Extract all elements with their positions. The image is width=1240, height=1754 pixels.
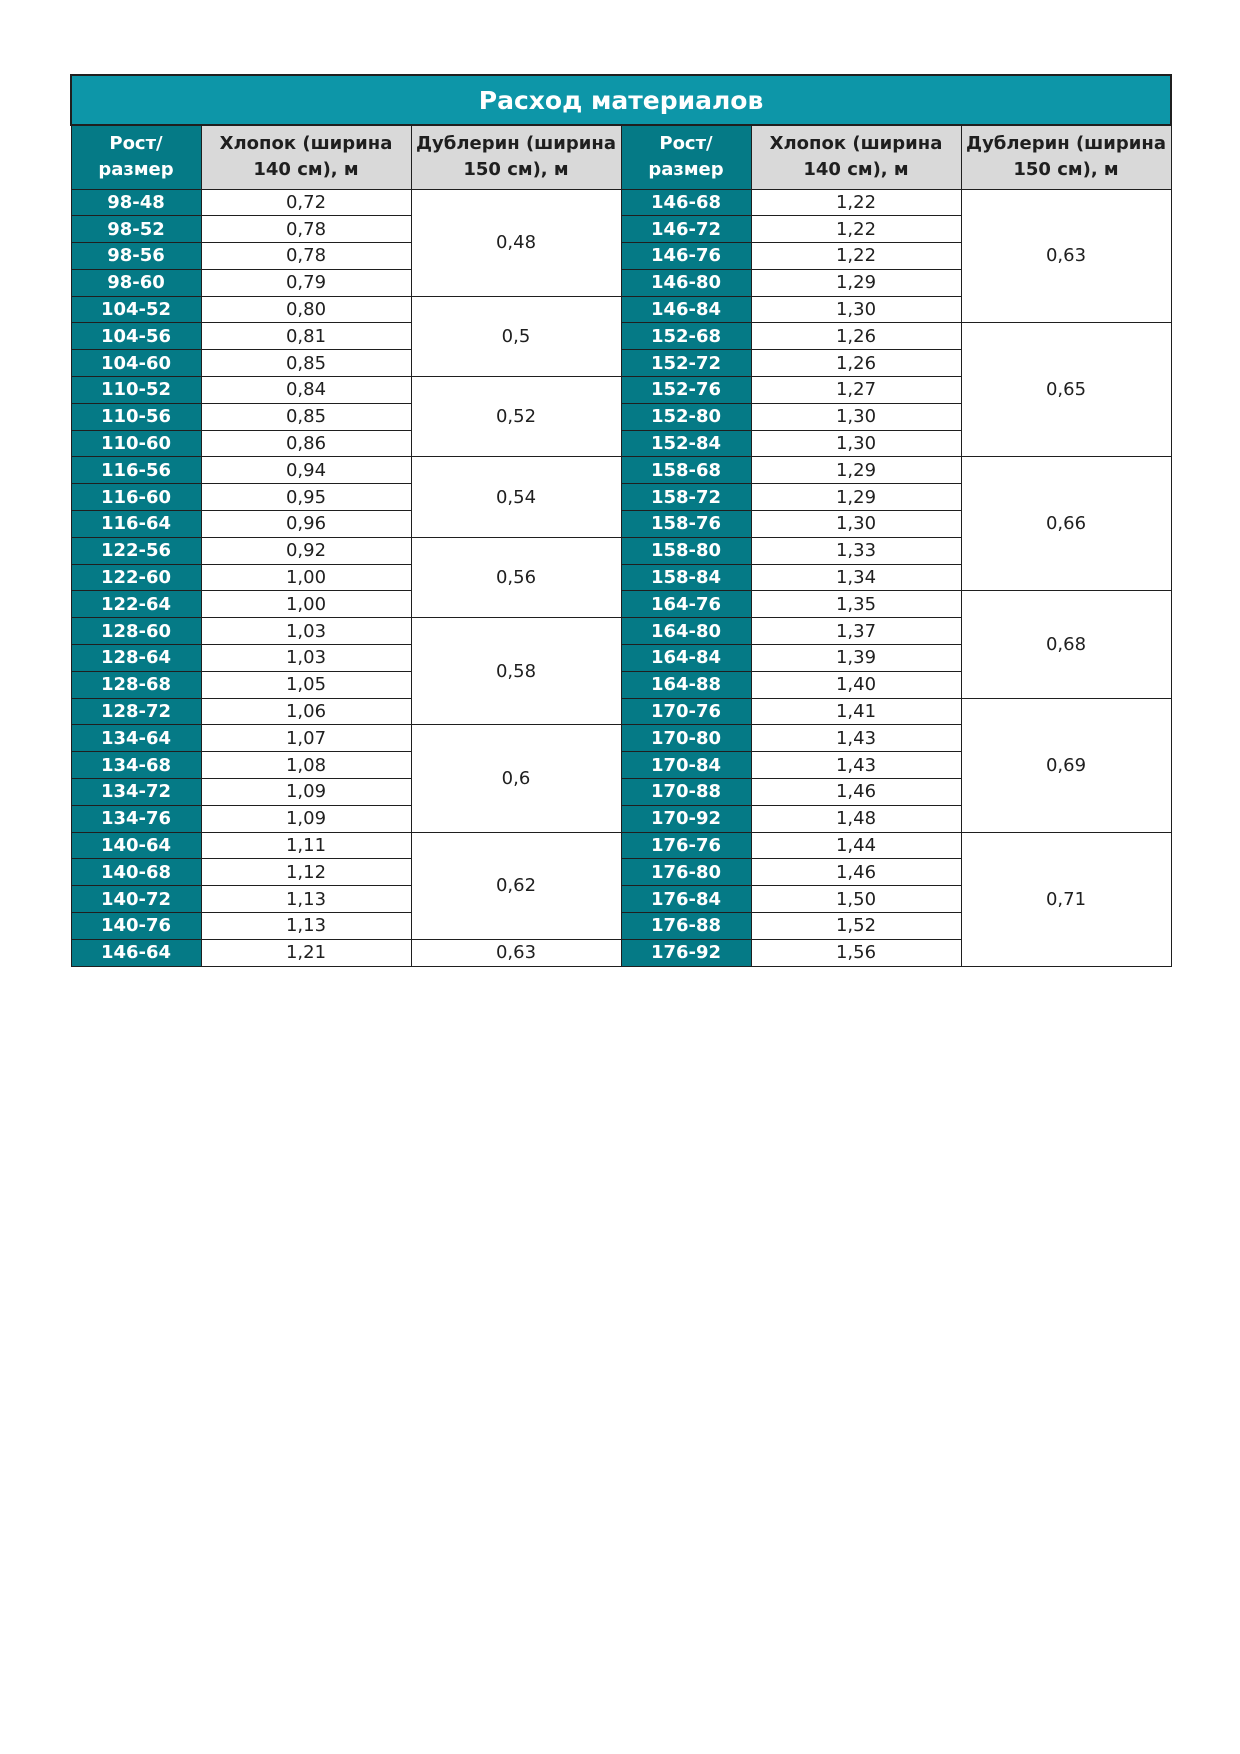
cotton-cell-right: 1,30 (751, 430, 961, 457)
size-cell-right: 176-76 (621, 832, 751, 859)
cotton-cell-left: 0,94 (201, 457, 411, 484)
header-dublerin-right-label: Дублерин (ширина 150 см), м (966, 133, 1166, 181)
size-cell-left: 140-76 (71, 913, 201, 940)
cotton-cell-right: 1,34 (751, 564, 961, 591)
cotton-cell-left: 0,85 (201, 350, 411, 377)
cotton-cell-right: 1,48 (751, 805, 961, 832)
header-size-left-label: Рост/ размер (98, 133, 174, 181)
header-cotton-right-label: Хлопок (ширина 140 см), м (769, 133, 943, 181)
header-size-right-label: Рост/ размер (648, 133, 724, 181)
cotton-cell-right: 1,22 (751, 189, 961, 216)
cotton-cell-right: 1,46 (751, 779, 961, 806)
header-cotton-left-label: Хлопок (ширина 140 см), м (219, 133, 393, 181)
size-cell-left: 116-60 (71, 484, 201, 511)
materials-table (70, 74, 1172, 967)
cotton-cell-right: 1,56 (751, 939, 961, 966)
cotton-cell-right: 1,44 (751, 832, 961, 859)
size-cell-right: 170-80 (621, 725, 751, 752)
cotton-cell-left: 0,84 (201, 377, 411, 404)
size-cell-right: 164-80 (621, 618, 751, 645)
size-cell-left: 98-56 (71, 243, 201, 270)
cotton-cell-right: 1,29 (751, 484, 961, 511)
cotton-cell-left: 1,11 (201, 832, 411, 859)
size-cell-right: 170-88 (621, 779, 751, 806)
size-cell-right: 146-76 (621, 243, 751, 270)
table-title: Расход материалов (71, 75, 1171, 125)
cotton-cell-left: 1,07 (201, 725, 411, 752)
size-cell-right: 152-68 (621, 323, 751, 350)
size-cell-right: 164-88 (621, 671, 751, 698)
size-cell-left: 122-64 (71, 591, 201, 618)
size-cell-left: 110-56 (71, 403, 201, 430)
cotton-cell-right: 1,30 (751, 296, 961, 323)
cotton-cell-right: 1,22 (751, 216, 961, 243)
cotton-cell-right: 1,30 (751, 511, 961, 538)
cotton-cell-left: 0,96 (201, 511, 411, 538)
cotton-cell-left: 0,78 (201, 216, 411, 243)
cotton-cell-right: 1,26 (751, 323, 961, 350)
size-cell-left: 134-64 (71, 725, 201, 752)
dublerin-cell-right: 0,66 (961, 457, 1171, 591)
materials-table-wrapper (70, 74, 1170, 967)
cotton-cell-left: 1,00 (201, 564, 411, 591)
size-cell-right: 152-72 (621, 350, 751, 377)
cotton-cell-left: 0,72 (201, 189, 411, 216)
cotton-cell-right: 1,41 (751, 698, 961, 725)
dublerin-cell-left: 0,63 (411, 939, 621, 966)
cotton-cell-left: 0,78 (201, 243, 411, 270)
size-cell-right: 146-68 (621, 189, 751, 216)
size-cell-right: 170-76 (621, 698, 751, 725)
cotton-cell-left: 0,81 (201, 323, 411, 350)
size-cell-right: 170-84 (621, 752, 751, 779)
cotton-cell-right: 1,33 (751, 537, 961, 564)
cotton-cell-left: 1,00 (201, 591, 411, 618)
dublerin-cell-right: 0,65 (961, 323, 1171, 457)
cotton-cell-right: 1,26 (751, 350, 961, 377)
size-cell-left: 116-56 (71, 457, 201, 484)
size-cell-right: 164-84 (621, 645, 751, 672)
dublerin-cell-left: 0,52 (411, 377, 621, 457)
cotton-cell-left: 1,21 (201, 939, 411, 966)
dublerin-cell-right: 0,68 (961, 591, 1171, 698)
size-cell-right: 146-80 (621, 269, 751, 296)
cotton-cell-right: 1,43 (751, 752, 961, 779)
size-cell-left: 128-60 (71, 618, 201, 645)
size-cell-right: 146-84 (621, 296, 751, 323)
table-row (71, 323, 1171, 350)
header-size-right (621, 125, 751, 189)
cotton-cell-left: 1,09 (201, 805, 411, 832)
cotton-cell-left: 0,79 (201, 269, 411, 296)
size-cell-right: 152-76 (621, 377, 751, 404)
cotton-cell-right: 1,29 (751, 269, 961, 296)
size-cell-right: 164-76 (621, 591, 751, 618)
cotton-cell-right: 1,52 (751, 913, 961, 940)
cotton-cell-right: 1,43 (751, 725, 961, 752)
header-cotton-left (201, 125, 411, 189)
cotton-cell-right: 1,27 (751, 377, 961, 404)
cotton-cell-left: 0,86 (201, 430, 411, 457)
cotton-cell-left: 1,09 (201, 779, 411, 806)
size-cell-right: 146-72 (621, 216, 751, 243)
size-cell-left: 134-68 (71, 752, 201, 779)
size-cell-right: 152-84 (621, 430, 751, 457)
dublerin-cell-left: 0,5 (411, 296, 621, 376)
header-size-left (71, 125, 201, 189)
size-cell-left: 146-64 (71, 939, 201, 966)
size-cell-left: 140-72 (71, 886, 201, 913)
cotton-cell-left: 1,03 (201, 618, 411, 645)
dublerin-cell-right: 0,63 (961, 189, 1171, 323)
cotton-cell-left: 0,92 (201, 537, 411, 564)
size-cell-left: 140-68 (71, 859, 201, 886)
cotton-cell-left: 1,05 (201, 671, 411, 698)
cotton-cell-left: 0,85 (201, 403, 411, 430)
size-cell-right: 158-84 (621, 564, 751, 591)
size-cell-right: 176-92 (621, 939, 751, 966)
cotton-cell-left: 1,03 (201, 645, 411, 672)
size-cell-left: 98-52 (71, 216, 201, 243)
dublerin-cell-left: 0,58 (411, 618, 621, 725)
table-row (71, 591, 1171, 618)
cotton-cell-right: 1,50 (751, 886, 961, 913)
cotton-cell-right: 1,37 (751, 618, 961, 645)
size-cell-left: 110-60 (71, 430, 201, 457)
size-cell-right: 176-84 (621, 886, 751, 913)
size-cell-left: 98-48 (71, 189, 201, 216)
header-dublerin-left-label: Дублерин (ширина 150 см), м (416, 133, 616, 181)
size-cell-left: 128-64 (71, 645, 201, 672)
dublerin-cell-left: 0,54 (411, 457, 621, 537)
size-cell-left: 104-52 (71, 296, 201, 323)
cotton-cell-left: 1,12 (201, 859, 411, 886)
cotton-cell-left: 0,80 (201, 296, 411, 323)
header-dublerin-right (961, 125, 1171, 189)
cotton-cell-right: 1,22 (751, 243, 961, 270)
size-cell-left: 134-76 (71, 805, 201, 832)
cotton-cell-right: 1,30 (751, 403, 961, 430)
cotton-cell-right: 1,35 (751, 591, 961, 618)
cotton-cell-left: 1,13 (201, 886, 411, 913)
size-cell-left: 110-52 (71, 377, 201, 404)
dublerin-cell-left: 0,48 (411, 189, 621, 296)
size-cell-left: 128-68 (71, 671, 201, 698)
size-cell-left: 128-72 (71, 698, 201, 725)
size-cell-right: 176-80 (621, 859, 751, 886)
size-cell-left: 122-60 (71, 564, 201, 591)
size-cell-left: 116-64 (71, 511, 201, 538)
cotton-cell-right: 1,40 (751, 671, 961, 698)
table-row (71, 698, 1171, 725)
table-row (71, 189, 1171, 216)
cotton-cell-right: 1,29 (751, 457, 961, 484)
dublerin-cell-left: 0,6 (411, 725, 621, 832)
size-cell-left: 104-56 (71, 323, 201, 350)
size-cell-right: 152-80 (621, 403, 751, 430)
table-body (71, 189, 1171, 966)
size-cell-right: 176-88 (621, 913, 751, 940)
size-cell-right: 170-92 (621, 805, 751, 832)
cotton-cell-right: 1,46 (751, 859, 961, 886)
table-row (71, 832, 1171, 859)
cotton-cell-left: 1,06 (201, 698, 411, 725)
size-cell-right: 158-80 (621, 537, 751, 564)
dublerin-cell-left: 0,56 (411, 537, 621, 617)
size-cell-right: 158-72 (621, 484, 751, 511)
dublerin-cell-right: 0,71 (961, 832, 1171, 966)
size-cell-left: 104-60 (71, 350, 201, 377)
cotton-cell-left: 1,08 (201, 752, 411, 779)
table-row (71, 457, 1171, 484)
dublerin-cell-left: 0,62 (411, 832, 621, 939)
size-cell-right: 158-68 (621, 457, 751, 484)
cotton-cell-right: 1,39 (751, 645, 961, 672)
header-cotton-right (751, 125, 961, 189)
dublerin-cell-right: 0,69 (961, 698, 1171, 832)
size-cell-left: 140-64 (71, 832, 201, 859)
size-cell-left: 98-60 (71, 269, 201, 296)
size-cell-left: 134-72 (71, 779, 201, 806)
size-cell-right: 158-76 (621, 511, 751, 538)
cotton-cell-left: 1,13 (201, 913, 411, 940)
size-cell-left: 122-56 (71, 537, 201, 564)
cotton-cell-left: 0,95 (201, 484, 411, 511)
header-dublerin-left (411, 125, 621, 189)
